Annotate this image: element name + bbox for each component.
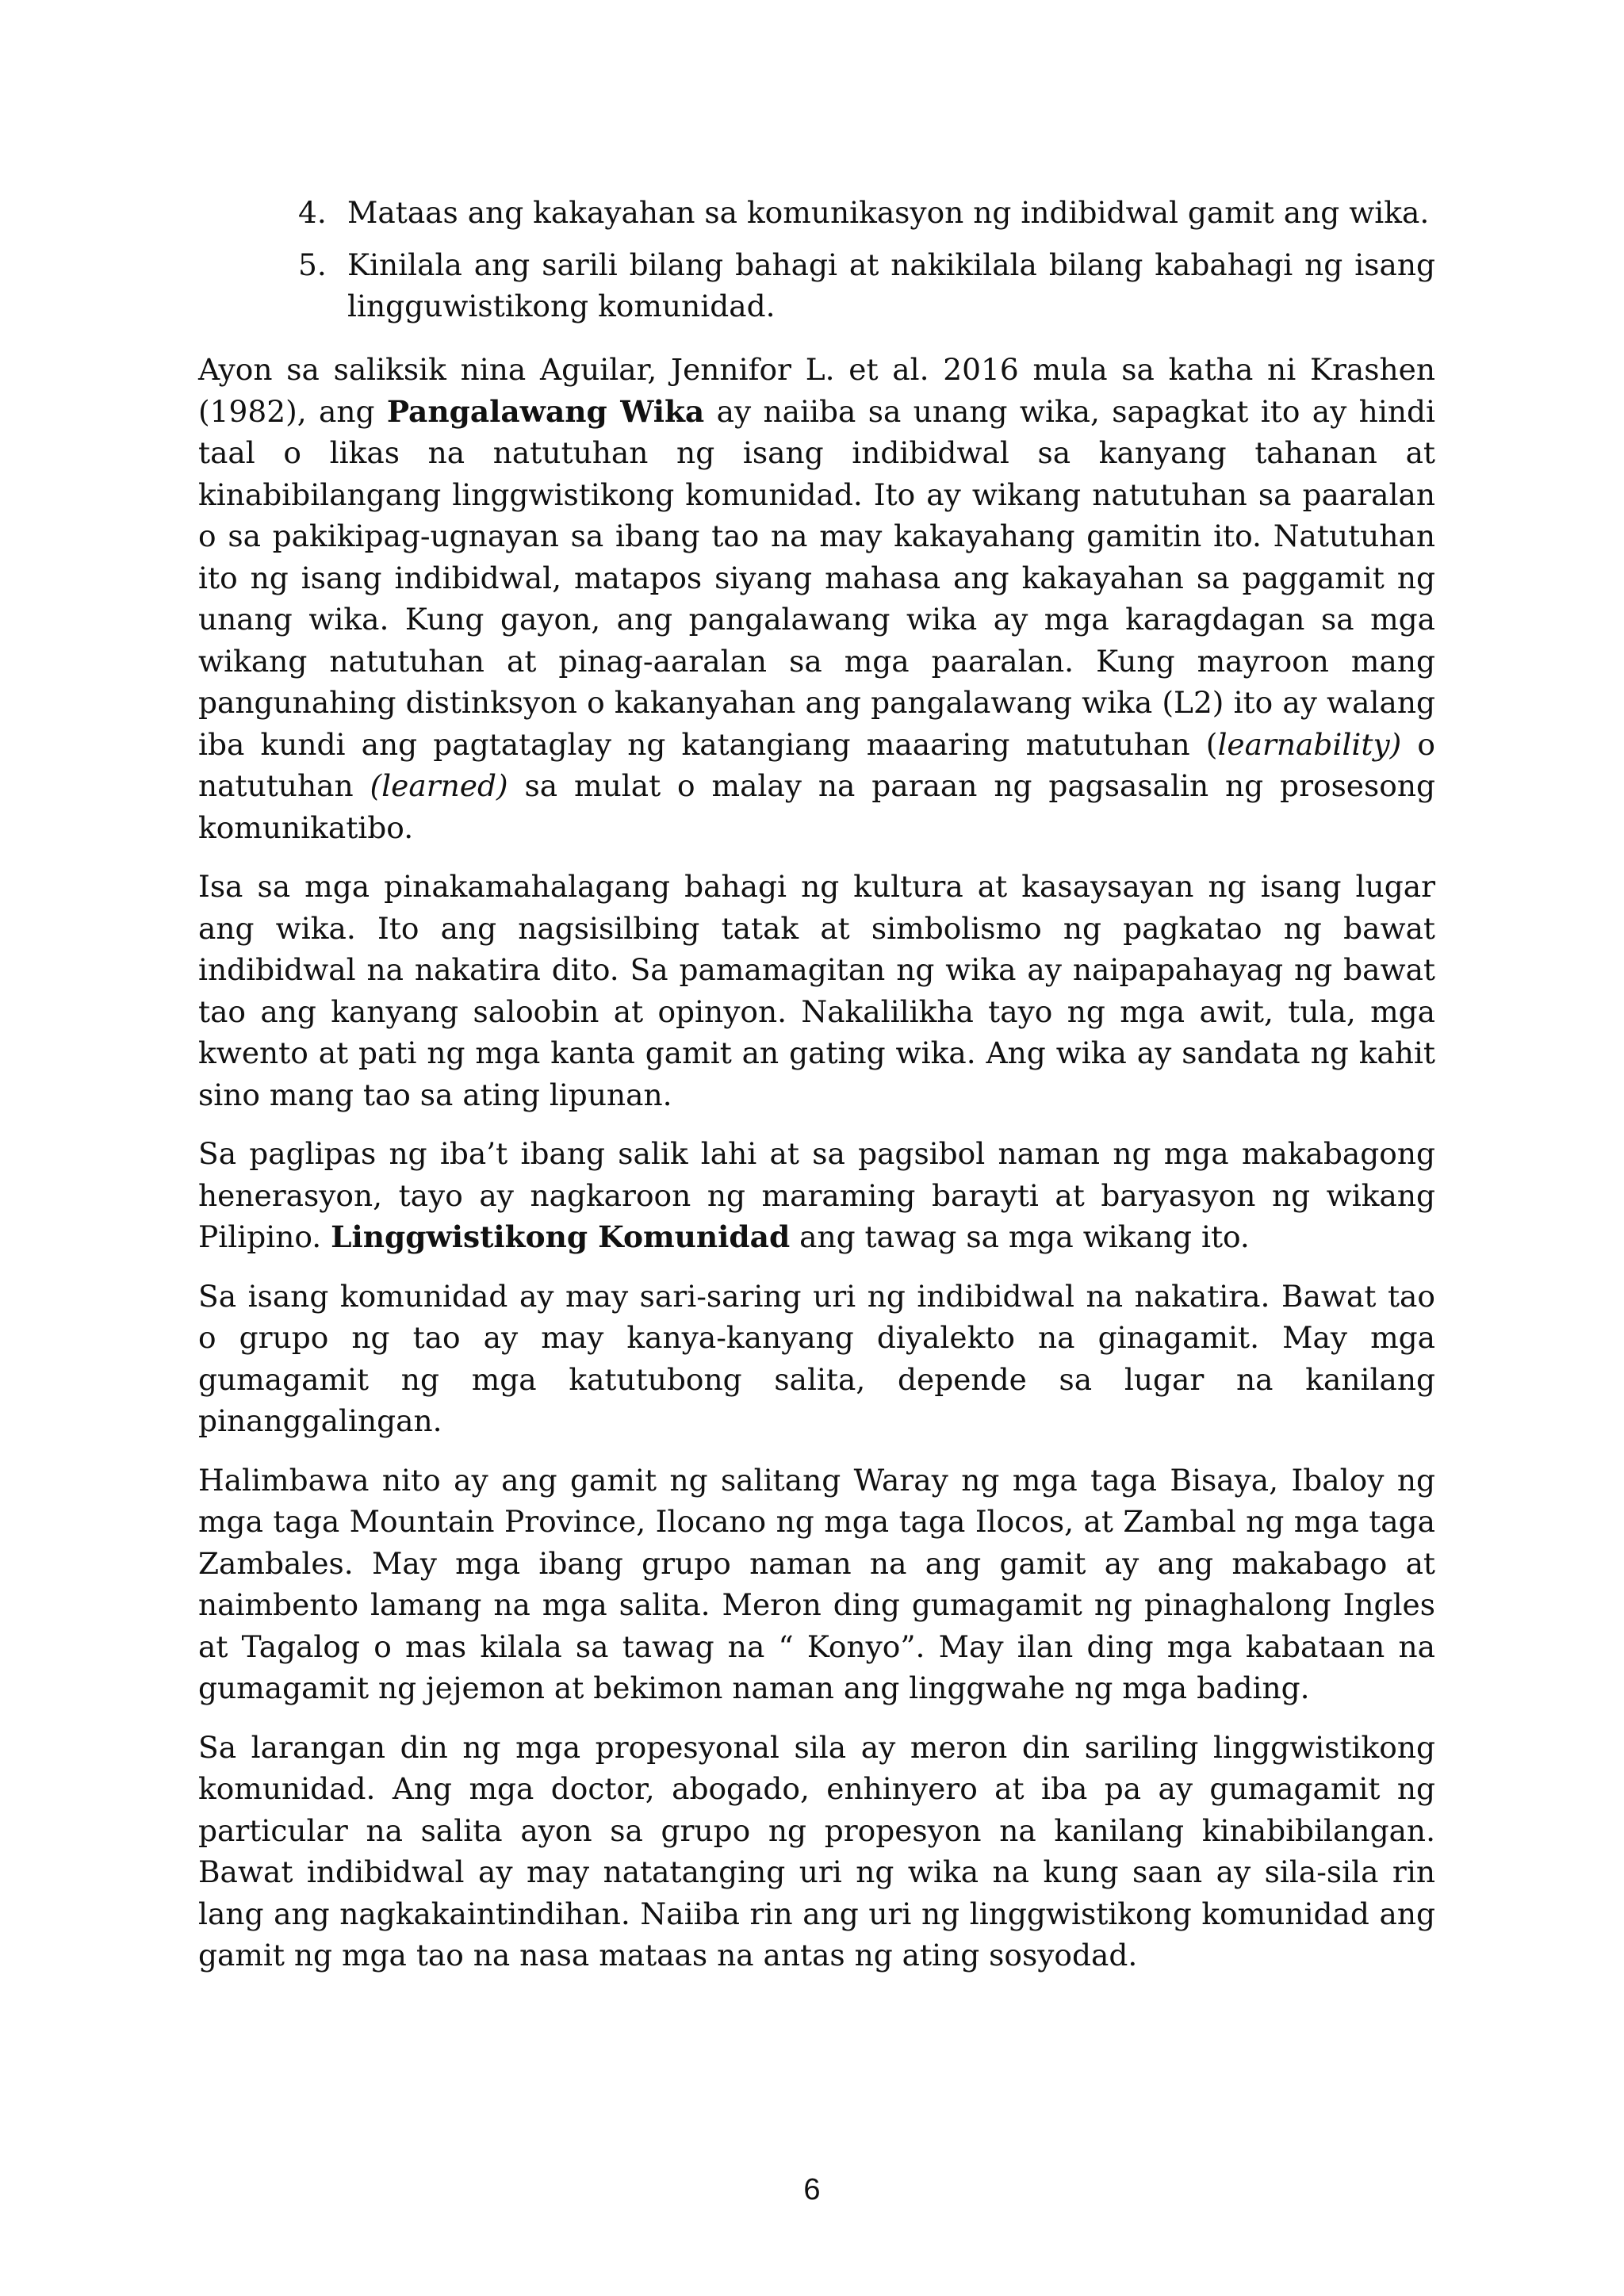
- paragraph-komunidad: Sa isang komunidad ay may sari-saring uri ng indibidwal na nakatira. Bawat tao o grupo ng tao ay may kanya-kanyang diyalekto na ginagamit. May mga gumagamit ng mga katutubong salita, depende sa lugar na kanilang pinanggalingan.: [198, 1278, 1435, 1438]
- bold-term: Linggwistikong Komunidad: [331, 1219, 791, 1254]
- list-item-text: Kinilala ang sarili bilang bahagi at nakikilala bilang kabahagi ng isang lingguwistikong komunidad.: [347, 247, 1435, 323]
- paragraph-halimbawa: Halimbawa nito ay ang gamit ng salitang Waray ng mga taga Bisaya, Ibaloy ng mga taga Mountain Province, Ilocano ng mga taga Ilocos, at Zambal ng mga taga Zambales. May mga ibang grupo naman na ang gamit ay ang makabago at naimbento lamang na mga salita. Meron ding gumagamit ng pinaghalong Ingles at Tagalog o mas kilala sa tawag na “ Konyo”. May ilan ding mga kabataan na gumagamit ng jejemon at bekimon naman ang linggwahe ng mga bading.: [198, 1462, 1435, 1705]
- list-item: [198, 244, 1435, 327]
- paragraph-text: Ayon sa saliksik nina Aguilar, Jennifor L. et al. 2016 mula sa katha ni Krashen (1982), ang: [198, 352, 1435, 429]
- list-item-number: 5.: [298, 247, 327, 282]
- list-item-number: 4.: [298, 195, 327, 230]
- body-text: [198, 349, 1435, 1994]
- paragraph-linggwistikong-komunidad: [198, 1133, 1435, 1258]
- paragraph-pangalawang-wika: [198, 349, 1435, 848]
- paragraph-text: sa mulat o malay na paraan ng pagsasalin ng prosesong komunikatibo.: [198, 768, 1435, 845]
- document-page: [198, 0, 1435, 2296]
- paragraph-text: o natutuhan: [198, 726, 1436, 803]
- paragraph-propesyonal: Sa larangan din ng mga propesyonal sila ay meron din sariling linggwistikong komunidad. Ang mga doctor, abogado, enhinyero at iba pa ay gumagamit ng particular na salita ayon sa grupo ng propesyon na kanilang kinabibilangan. Bawat indibidwal ay may natatanging uri ng wika na kung saan ay sila-sila rin lang ang nagkakaintindihan. Naiiba rin ang uri ng linggwistikong komunidad ang gamit ng mga tao na nasa mataas na antas ng ating sosyodad.: [198, 1729, 1435, 1973]
- page-number: 6: [803, 2173, 821, 2206]
- list-item: [198, 192, 1435, 233]
- numbered-list: [198, 192, 1435, 338]
- paragraph-text: ang tawag sa mga wikang ito.: [790, 1219, 1250, 1254]
- italic-term: learnability): [1217, 726, 1402, 762]
- paragraph-text: ay naiiba sa unang wika, sapagkat ito ay hindi taal o likas na natutuhan ng isang indibidwal sa kanyang tahanan at kinabibilangang linggwistikong komunidad. Ito ay wikang natutuhan sa paaralan o sa pakikipag-ugnayan sa ibang tao na may kakayahang gamitin ito. Natutuhan ito ng isang indibidwal, matapos siyang mahasa ang kakayahan sa paggamit ng unang wika. Kung gayon, ang pangalawang wika ay mga karagdagan sa mga wikang natutuhan at pinag-aaralan sa mga paaralan. Kung mayroon mang pangunahing distinksyon o kakanyahan ang pangalawang wika (L2) ito ay walang iba kundi ang pagtataglay ng katangiang maaaring matutuhan (: [198, 393, 1435, 762]
- paragraph-text: Sa paglipas ng iba’t ibang salik lahi at sa pagsibol naman ng mga makabagong henerasyon, tayo ay nagkaroon ng maraming barayti at baryasyon ng wikang Pilipino.: [198, 1136, 1435, 1254]
- italic-term: (learned): [370, 768, 508, 803]
- paragraph-kultura: Isa sa mga pinakamahalagang bahagi ng kultura at kasaysayan ng isang lugar ang wika. Ito ang nagsisilbing tatak at simbolismo ng pagkatao ng bawat indibidwal na nakatira dito. Sa pamamagitan ng wika ay naipapahayag ng bawat tao ang kanyang saloobin at opinyon. Nakalilikha tayo ng mga awit, tula, mga kwento at pati ng mga kanta gamit an gating wika. Ang wika ay sandata ng kahit sino mang tao sa ating lipunan.: [198, 869, 1435, 1112]
- bold-term: Pangalawang Wika: [386, 393, 705, 429]
- list-item-text: Mataas ang kakayahan sa komunikasyon ng indibidwal gamit ang wika.: [347, 195, 1430, 230]
